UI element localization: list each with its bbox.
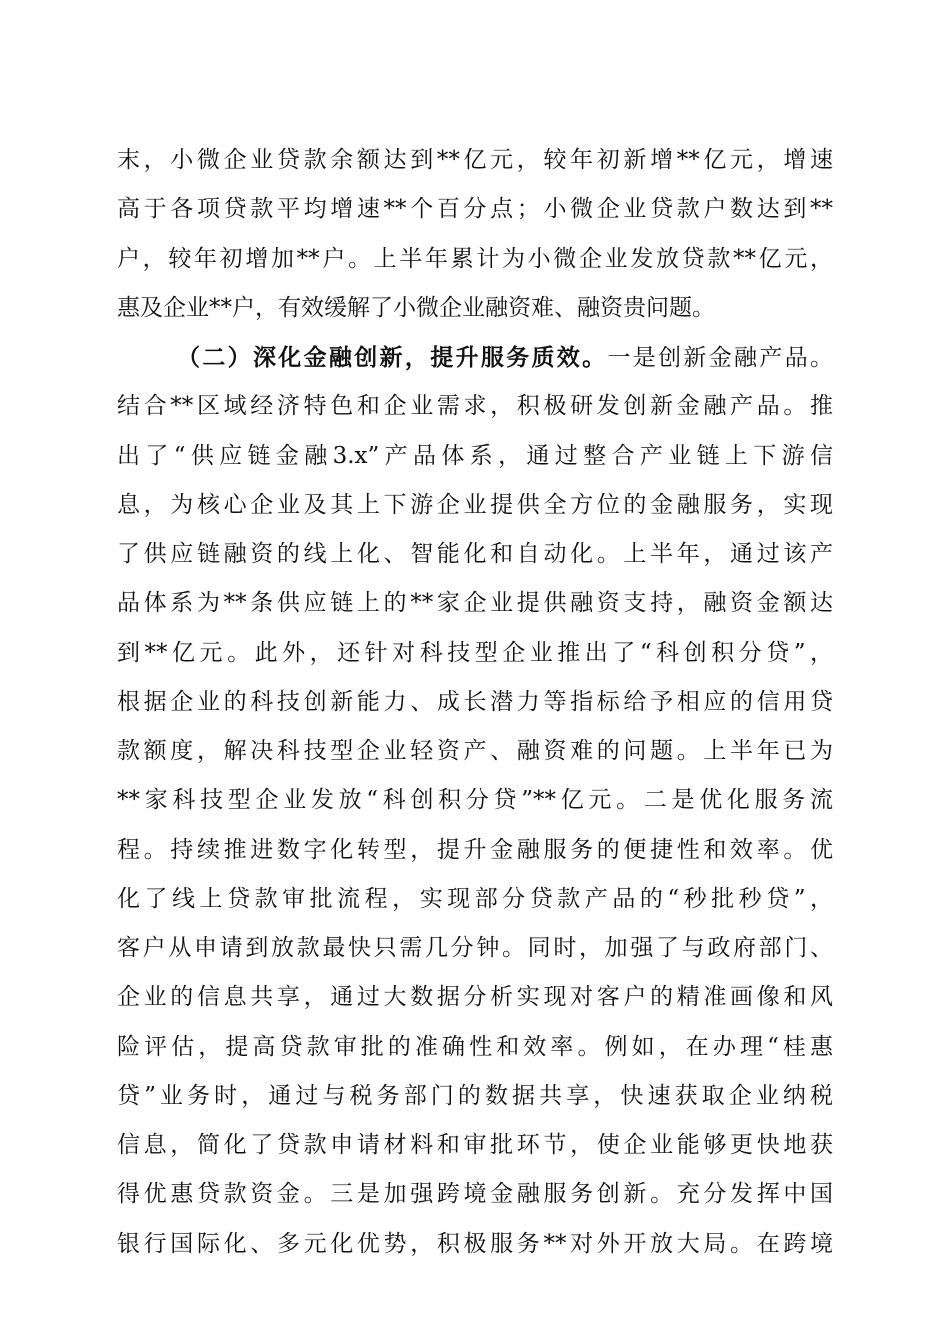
text-line: 款额度，解决科技型企业轻资产、融资难的问题。上半年已为 (117, 738, 833, 764)
text-line: **家科技型企业发放“科创积分贷”**亿元。二是优化服务流 (117, 787, 833, 814)
text-line: 客户从申请到放款最快只需几分钟。同时，加强了与政府部门、 (117, 935, 833, 961)
text-line: 程。持续推进数字化转型，提升金融服务的便捷性和效率。优 (117, 836, 833, 863)
text-line: 了供应链融资的线上化、智能化和自动化。上半年，通过该产 (117, 541, 833, 567)
text-line: 高于各项贷款平均增速**个百分点；小微企业贷款户数达到** (117, 196, 833, 223)
section-heading: （二）深化金融创新，提升服务质效。 (177, 344, 608, 371)
section-heading-rest: 一是创新金融产品。 (607, 345, 834, 371)
text-line: 户，较年初增加**户。上半年累计为小微企业发放贷款**亿元， (117, 245, 833, 272)
text-line: 结合**区域经济特色和企业需求，积极研发创新金融产品。推 (117, 393, 833, 420)
text-line: 惠及企业**户，有效缓解了小微企业融资难、融资贵问题。 (117, 294, 715, 321)
text-line: 企业的信息共享，通过大数据分析实现对客户的精准画像和风 (117, 984, 833, 1011)
section-heading-line (117, 333, 833, 382)
text-line: 末，小微企业贷款余额达到**亿元，较年初新增**亿元，增速 (117, 147, 833, 173)
text-line: 到**亿元。此外，还针对科技型企业推出了“科创积分贷”， (117, 639, 833, 666)
text-line: 信息，简化了贷款申请材料和审批环节，使企业能够更快地获 (117, 1132, 833, 1158)
text-line: 息，为核心企业及其上下游企业提供全方位的金融服务，实现 (117, 491, 833, 518)
text-line: 险评估，提高贷款审批的准确性和效率。例如，在办理“桂惠 (117, 1033, 833, 1060)
text-line: 贷”业务时，通过与税务部门的数据共享，快速获取企业纳税 (117, 1082, 833, 1109)
text-line: 根据企业的科技创新能力、成长潜力等指标给予相应的信用贷 (117, 688, 833, 715)
text-line: 品体系为**条供应链上的**家企业提供融资支持，融资金额达 (117, 590, 833, 617)
text-line: 化了线上贷款审批流程，实现部分贷款产品的“秒批秒贷”， (117, 885, 833, 912)
text-line: 银行国际化、多元化优势，积极服务**对外开放大局。在跨境 (117, 1230, 833, 1257)
text-line: 出了“供应链金融3.x”产品体系，通过整合产业链上下游信 (117, 442, 833, 469)
text-line: 得优惠贷款资金。三是加强跨境金融服务创新。充分发挥中国 (117, 1181, 833, 1208)
body-text (117, 136, 833, 1269)
